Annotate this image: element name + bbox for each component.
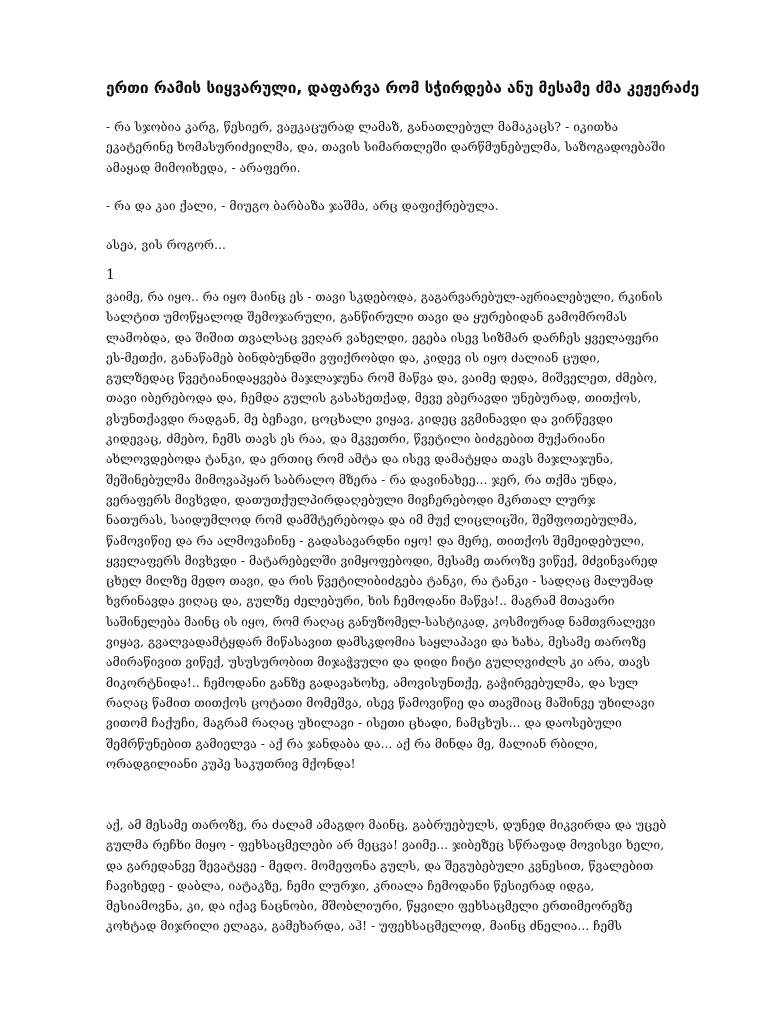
- text-line: ვითომ ჩაქუჩი, მაგრამ რაღაც უხილავი - ისეთი ცხადი, ჩამცხუს... და დაოსებული: [106, 716, 622, 731]
- text-line: შემრწუნებით გამიელვა - აქ რა ჯანდაბა და... აქ რა მინდა მე, მალიან რბილი,: [106, 736, 598, 751]
- text-line: კოხტად მიჯრილი ელაგა, გამეხარდა, აჰ! - უფეხსაცმელოდ, მაინც ძნელია... ჩემს: [106, 919, 622, 934]
- text-line: გულმა რეჩხი მიყო - ფეხსაცმელები არ მეცვა! ვაიმე... ჯიბეზეც სწრაფად მოვისვი ხელი,: [106, 838, 665, 853]
- text-line: ჩავიხედე - დაბლა, იატაკზე, ჩემი ლურჯი, კრიალა ჩემოდანი წესიერად იდგა,: [106, 878, 595, 893]
- text-line: ორადგილიანი კუპე საკუთრივ მქონდა!: [106, 756, 356, 771]
- text-line: ხვრინავდა ვიღაც და, გულზე ძელებური, ხის ჩემოდანი მაწვა!.. მაგრამ მთავარი: [106, 594, 615, 609]
- text-line: კიდევაც, ძმებო, ჩემს თავს ეს რაა, და მკვეთრი, წვეტილი ბიძგებით მუქარიანი: [106, 432, 606, 447]
- body-paragraph-1: [106, 287, 666, 774]
- text-line: საშინელება მაინც ის იყო, რომ რაღაც განუზომელ-სასტიკად, კოსმიურად ნამთვრალევი: [106, 614, 656, 629]
- text-line: აქ, ამ მესამე თაროზე, რა ძალამ ამაგდო მაინც, გაბრუებულს, დუნედ მიკვირდა და უცებ: [106, 818, 667, 832]
- text-line: რაღაც წამით თითქოს ცოტათი მომეშვა, ისევ წამოვიწიე და თავშიაც მაშინვე უხილავი: [106, 695, 655, 710]
- text-line: თავი იბერებოდა და, ჩემდა გულის გასახეთქად, მევე ვბერავდი უნებურად, თითქოს,: [106, 391, 642, 406]
- text-line: ვერაფერს მივხვდი, დათუთქულპირდაღებული მივჩერებოდი მკრთალ ლურჯ: [106, 492, 596, 507]
- document-title: ერთი რამის სიყვარული, დაფარვა რომ სჭირდება ანუ მესამე ძმა კეჟერაძე: [106, 79, 700, 97]
- text-line: ლამობდა, და შიშით თვალსაც ვეღარ ვახელდი, ეგება ისევ სიზმარ დარჩეს ყველაფერი: [106, 330, 659, 345]
- text-line: სალტით უმოწყალოდ შემოჯარული, განწირული თავი და ყურებიდან გამომრომას: [106, 310, 628, 325]
- text-line: ცხელ მილზე მედო თავი, და რის წვეტილიბიძგება ტანკი, რა ტანკი - სადღაც მალუმად: [106, 574, 654, 589]
- text-line: ვიყავ, გვალვადამტყდარ მიწასავით დამსკდომია საყლაპავი და ხახა, მესამე თაროზე: [106, 635, 647, 650]
- text-line: - რა და კაი ქალი, - მიუგო ბარბაზა ჯაშმა, არც დაფიქრებულა.: [106, 199, 499, 213]
- text-line: წამოვიწიე და რა ალმოვაჩინე - გადასავარდნი იყო! და მერე, თითქოს შემეიდებული,: [106, 533, 645, 548]
- text-line: მიკორტნიდა!.. ჩემოდანი განზე გადავახოხე, ამოვისუნთქე, გაჭირვებულმა, და სულ: [106, 675, 639, 690]
- text-line: ეკატერინე ხომასურიძეილმა, და, თავის სიმართლეში დარწმუნებულმა, საზოგადოებაში: [106, 140, 666, 155]
- text-line: - რა სჯობია კარგ, წესიერ, ვაჟკაცურად ლამაზ, განათლებულ მამაკაცს? - იკითხა: [106, 120, 619, 134]
- text-line: შეშინებულმა მიმოვაპყარ საბრალო მზერა - რა დავინახეე... ჯერ, რა თქმა უნდა,: [106, 472, 618, 487]
- text-line: მესიამოვნა, კი, და იქავ ნაცნობი, მშობლიური, წყვილი ფეხსაცმელი ერთიმეორეზე: [106, 899, 633, 914]
- chapter-number: 1: [106, 267, 115, 283]
- text-line: ვსუნთქავდი რადგან, მე ბეჩავი, ცოცხალი ვიყავ, კიდეც ვგმინავდი და ვირწევდი: [106, 411, 613, 426]
- text-line: ამირაწივით ვიწექ, უსუსურობით მიჯაჭვული და დიდი ჩიტი გულღვიძლს კი არა, თავს: [106, 655, 651, 670]
- text-line: ახლოვდებოდა ტანკი, და ერთიც რომ ამტა და ისევ დამატყდა თავს მაჯლაჯუნა,: [106, 452, 614, 467]
- text-line: ასეა, ვის როგორ...: [106, 238, 226, 252]
- text-line: ვაიმე, რა იყო.. რა იყო მაინც ეს - თავი სკდებოდა, გაგარვარებულ-აჟრიალებული, რკინის: [106, 290, 663, 304]
- text-line: ნათურას, საიდუმლოდ რომ დამშტერებოდა და იმ მუქ ლიცლიცში, შეშფოთებულმა,: [106, 513, 638, 528]
- dialogue-paragraph-2: [106, 196, 666, 216]
- dialogue-paragraph-3: [106, 235, 666, 255]
- body-paragraph-2: [106, 815, 666, 937]
- text-line: გულზედაც წვეტიანიდაყვება მაჯლაჯუნა რომ მაწვა და, ვაიმე დედა, მიშველეთ, ძმებო,: [106, 371, 658, 386]
- dialogue-paragraph-1: [106, 117, 666, 178]
- text-line: ამაყად მიმოიხედა, - არაფერი.: [106, 160, 301, 175]
- text-line: ყველაფერს მივხვდი - მატარებელში ვიმყოფებოდი, მესამე თაროზე ვიწექ, მძვინვარედ: [106, 553, 658, 568]
- text-line: და გარედანვე შევატყვე - მედო. მომეფონა გულს, და შეგუბებული კვნესით, წვალებით: [106, 858, 654, 873]
- text-line: ეს-მეთქი, განაწამებ ბინდბუნდში ვფიქრობდი და, კიდევ ის იყო ძალიან ცუდი,: [106, 350, 601, 365]
